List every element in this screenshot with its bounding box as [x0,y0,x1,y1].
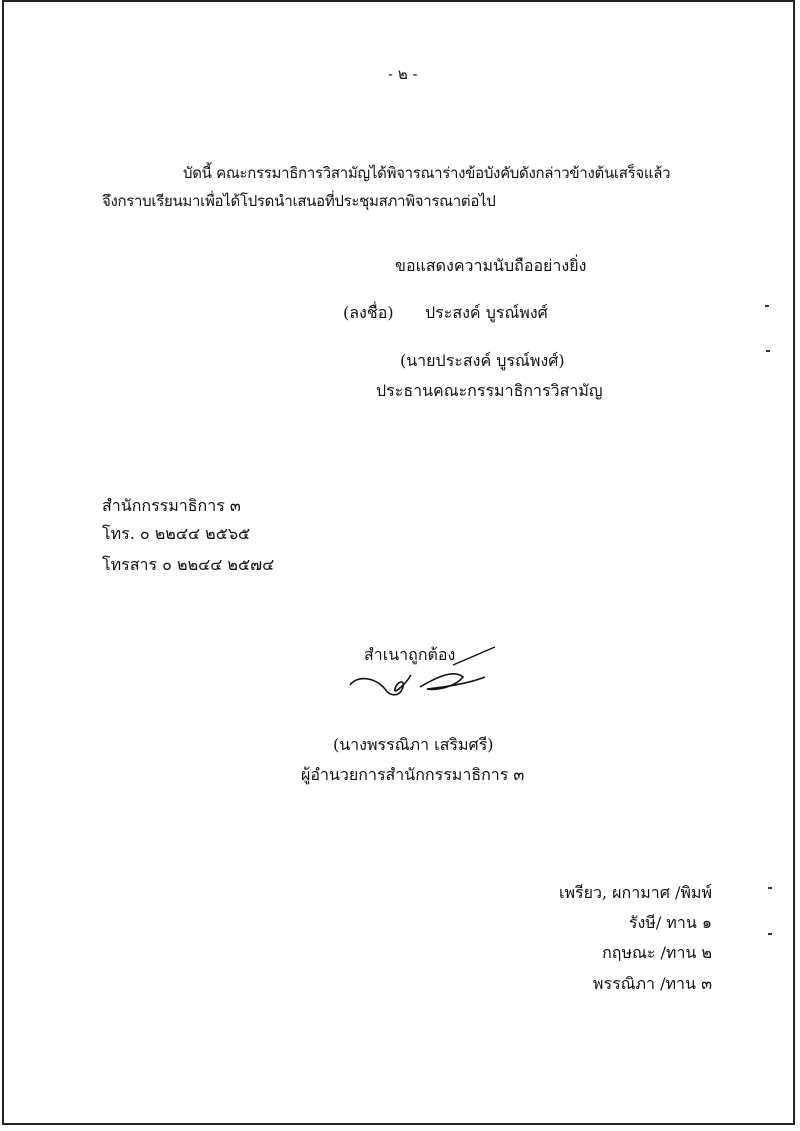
certifier-position: ผู้อำนวยการสำนักกรรมาธิการ ๓ [301,765,525,784]
fax: โทรสาร ๐ ๒๒๔๔ ๒๕๗๔ [102,555,275,574]
staff-credit-line: พรรณิภา /ทาน ๓ [592,974,712,993]
scan-mark [766,350,770,352]
scan-mark [768,887,772,889]
handwritten-signature [345,645,505,710]
signer-full-name: (นายประสงค์ บูรณ์พงศ์) [400,351,565,370]
certifier-name: (นางพรรณิภา เสริมศรี) [333,735,494,754]
scan-mark [765,305,769,307]
office-name: สำนักกรรมาธิการ ๓ [102,496,241,515]
telephone: โทร. ๐ ๒๒๔๔ ๒๕๖๕ [102,524,251,543]
signer-name: ประสงค์ บูรณ์พงศ์ [425,303,548,322]
page-number: - ๒ - [388,65,418,83]
certified-copy-label: สำเนาถูกต้อง [364,645,456,664]
body-paragraph-line-1: บัดนี้ คณะกรรมาธิการวิสามัญได้พิจารณาร่างข้อบังคับดังกล่าวข้างต้นเสร็จแล้ว [183,164,671,182]
scan-mark [768,933,772,935]
staff-credit-line: เพรียว, ผกามาศ /พิมพ์ [559,883,712,902]
sign-label: (ลงชื่อ) [343,303,394,322]
staff-credit-line: รังษี/ ทาน ๑ [628,913,712,932]
signer-position: ประธานคณะกรรมาธิการวิสามัญ [376,381,603,400]
staff-credit-line: กฤษณะ /ทาน ๒ [602,943,712,962]
closing-salutation: ขอแสดงความนับถืออย่างยิ่ง [395,256,587,275]
body-paragraph-line-2: จึงกราบเรียนมาเพื่อได้โปรดนำเสนอที่ประชุมสภาพิจารณาต่อไป [102,192,496,210]
